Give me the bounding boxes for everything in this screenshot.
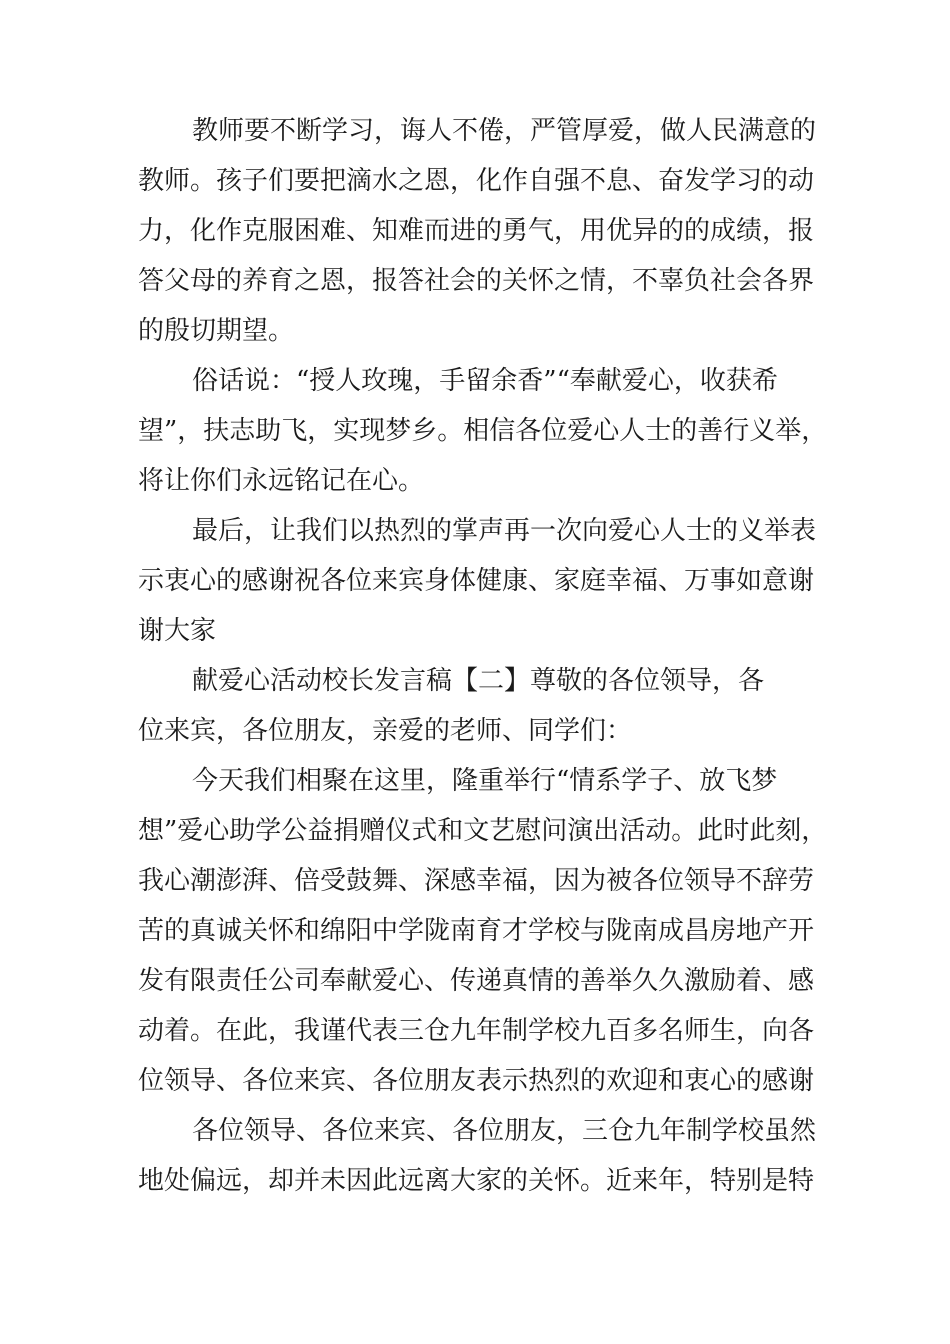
text-line: 我心潮澎湃、倍受鼓舞、深感幸福，因为被各位领导不辞劳 [138, 866, 815, 896]
text-line: 教师要不断学习，诲人不倦，严管厚爱，做人民满意的 [192, 116, 817, 146]
section-heading-line: 献爱心活动校长发言稿【二】尊敬的各位领导，各 [192, 666, 765, 696]
text-line: 的殷切期望。 [138, 316, 295, 346]
text-line: 位领导、各位来宾、各位朋友表示热烈的欢迎和衷心的感谢 [138, 1066, 815, 1096]
text-line: 今天我们相聚在这里，隆重举行“情系学子、放飞梦 [192, 766, 778, 796]
text-line: 示衷心的感谢祝各位来宾身体健康、家庭幸福、万事如意谢 [138, 566, 815, 596]
text-line: 力，化作克服困难、知难而进的勇气，用优异的的成绩，报 [138, 216, 815, 246]
text-line: 发有限责任公司奉献爱心、传递真情的善举久久激励着、感 [138, 966, 815, 996]
text-line: 谢大家 [138, 616, 217, 646]
text-line: 苦的真诚关怀和绵阳中学陇南育才学校与陇南成昌房地产开 [138, 916, 815, 946]
text-line: 各位领导、各位来宾、各位朋友，三仓九年制学校虽然 [192, 1116, 817, 1146]
text-line: 望”，扶志助飞，实现梦乡。相信各位爱心人士的善行义举， [138, 416, 828, 446]
text-line: 位来宾，各位朋友，亲爱的老师、同学们： [138, 716, 633, 746]
text-line: 将让你们永远铭记在心。 [138, 466, 425, 496]
text-line: 答父母的养育之恩，报答社会的关怀之情，不辜负社会各界 [138, 266, 815, 296]
text-line: 想”爱心助学公益捐赠仪式和文艺慰问演出活动。此时此刻， [138, 816, 828, 846]
text-line: 最后，让我们以热烈的掌声再一次向爱心人士的义举表 [192, 516, 817, 546]
text-line: 教师。孩子们要把滴水之恩，化作自强不息、奋发学习的动 [138, 166, 815, 196]
text-line: 俗话说：“授人玫瑰，手留余香”“奉献爱心，收获希 [192, 366, 778, 396]
text-line: 地处偏远，却并未因此远离大家的关怀。近来年，特别是特 [138, 1166, 815, 1196]
text-line: 动着。在此，我谨代表三仓九年制学校九百多名师生，向各 [138, 1016, 815, 1046]
